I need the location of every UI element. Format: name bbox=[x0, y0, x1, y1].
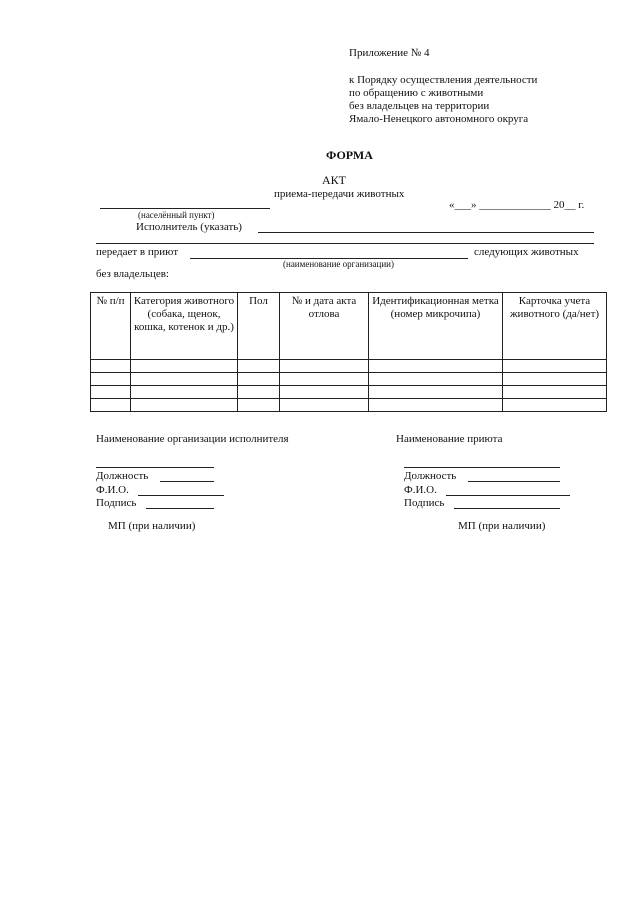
header-capture-act: № и дата акта отлова bbox=[280, 293, 369, 360]
executor-line-2[interactable] bbox=[96, 243, 594, 244]
shelter-stamp: МП (при наличии) bbox=[458, 520, 546, 532]
table-row bbox=[91, 386, 607, 399]
executor-org-title: Наименование организации исполнителя bbox=[96, 433, 289, 445]
executor-position-label: Должность bbox=[96, 470, 149, 482]
act-subtitle: приема-передачи животных bbox=[274, 188, 405, 200]
executor-fio-line[interactable] bbox=[138, 495, 224, 496]
executor-position-line[interactable] bbox=[160, 481, 214, 482]
form-label: ФОРМА bbox=[326, 148, 373, 162]
header-number: № п/п bbox=[91, 293, 131, 360]
shelter-name-line[interactable] bbox=[404, 467, 560, 468]
table-row bbox=[91, 399, 607, 412]
shelter-fio-line[interactable] bbox=[446, 495, 570, 496]
appendix-title: Приложение № 4 bbox=[349, 47, 430, 59]
executor-signature-line[interactable] bbox=[146, 508, 214, 509]
header-identification: Идентификационная метка (номер микрочипа) bbox=[369, 293, 503, 360]
appendix-line-1: к Порядку осуществления деятельности bbox=[349, 74, 538, 86]
owners-line: без владельцев: bbox=[96, 268, 169, 280]
executor-org-line[interactable] bbox=[96, 467, 214, 468]
organization-caption: (наименование организации) bbox=[283, 259, 394, 269]
shelter-signature-label: Подпись bbox=[404, 497, 445, 509]
header-sex: Пол bbox=[238, 293, 280, 360]
table-header-row bbox=[91, 293, 607, 360]
executor-fio-label: Ф.И.О. bbox=[96, 484, 129, 496]
appendix-line-2: по обращению с животными bbox=[349, 87, 484, 99]
shelter-signature-line[interactable] bbox=[454, 508, 560, 509]
settlement-line[interactable] bbox=[100, 208, 270, 209]
table-row bbox=[91, 373, 607, 386]
shelter-title: Наименование приюта bbox=[396, 433, 503, 445]
executor-label: Исполнитель (указать) bbox=[136, 221, 242, 233]
date-line[interactable]: «___» _____________ 20__ г. bbox=[449, 199, 585, 211]
table-row bbox=[91, 360, 607, 373]
act-title: АКТ bbox=[322, 173, 346, 187]
executor-stamp: МП (при наличии) bbox=[108, 520, 196, 532]
settlement-caption: (населённый пункт) bbox=[138, 210, 215, 220]
header-registration-card: Карточка учета животного (да/нет) bbox=[503, 293, 607, 360]
animals-table bbox=[90, 292, 607, 412]
transfer-suffix: следующих животных bbox=[474, 246, 579, 258]
transfer-prefix: передает в приют bbox=[96, 246, 179, 258]
executor-line[interactable] bbox=[258, 232, 594, 233]
shelter-position-line[interactable] bbox=[468, 481, 560, 482]
shelter-fio-label: Ф.И.О. bbox=[404, 484, 437, 496]
shelter-position-label: Должность bbox=[404, 470, 457, 482]
appendix-line-4: Ямало-Ненецкого автономного округа bbox=[349, 113, 529, 125]
header-category: Категория животного (собака, щенок, кошка, котенок и др.) bbox=[131, 293, 238, 360]
executor-signature-label: Подпись bbox=[96, 497, 137, 509]
appendix-line-3: без владельцев на территории bbox=[349, 100, 490, 112]
